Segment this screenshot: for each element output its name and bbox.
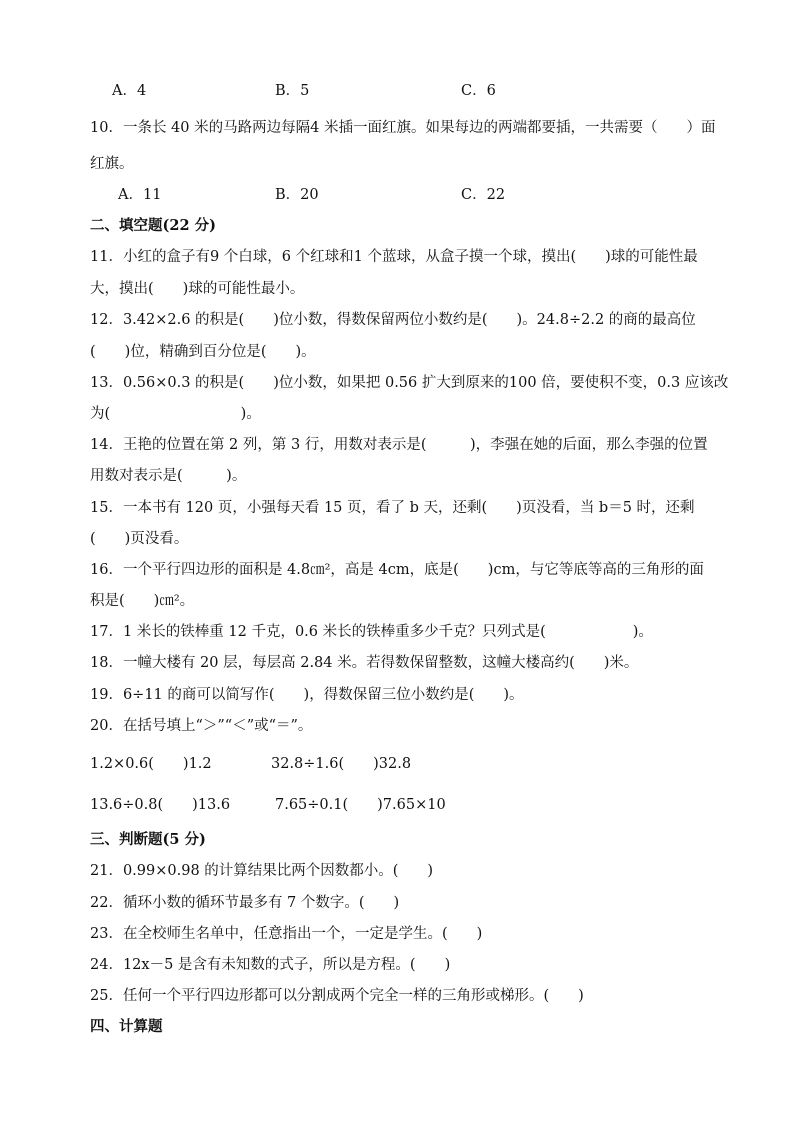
q13-line1: 13．0.56×0.3 的积是( )位小数，如果把 0.56 扩大到原来的100 倍，要使积不变，0.3 应该改 — [90, 375, 729, 391]
q16-line1: 16．一个平行四边形的面积是 4.8㎝²，高是 4cm，底是( )cm，与它等底等高的三角形的面 — [90, 562, 704, 578]
q21-line: 21．0.99×0.98 的计算结果比两个因数都小。( ) — [90, 863, 434, 879]
section-fill-in-title: 二、填空题(22 分) — [90, 217, 216, 234]
q10-line2: 红旗。 — [90, 156, 134, 172]
q23-line: 23．在全校师生名单中，任意指出一个，一定是学生。( ) — [90, 926, 483, 942]
q25-line: 25．任何一个平行四边形都可以分割成两个完全一样的三角形或梯形。( ) — [90, 988, 584, 1004]
q13-line2: 为( )。 — [90, 406, 261, 422]
q20-expr-1: 1.2×0.6( )1.2 — [90, 756, 212, 772]
q12-line2: ( )位，精确到百分位是( )。 — [90, 344, 316, 360]
q24-line: 24．12x－5 是含有未知数的式子，所以是方程。( ) — [90, 957, 451, 973]
q17-line: 17．1 米长的铁棒重 12 千克，0.6 米长的铁棒重多少千克？只列式是( )。 — [90, 624, 653, 640]
q15-line2: ( )页没看。 — [90, 531, 189, 547]
q9-option-c: C．6 — [461, 83, 496, 99]
section-calculation-title: 四、计算题 — [90, 1018, 163, 1035]
q20-expr-3: 13.6÷0.8( )13.6 — [90, 797, 231, 813]
q9-option-a: A．4 — [112, 83, 147, 99]
q10-option-a: A．11 — [118, 187, 162, 203]
q22-line: 22．循环小数的循环节最多有 7 个数字。( ) — [90, 895, 400, 911]
q11-line1: 11．小红的盒子有9 个白球，6 个红球和1 个蓝球，从盒子摸一个球，摸出( )球的可能性最 — [90, 249, 698, 265]
q14-line2: 用数对表示是( )。 — [90, 468, 247, 484]
q11-line2: 大，摸出( )球的可能性最小。 — [90, 281, 305, 297]
q18-line: 18．一幢大楼有 20 层，每层高 2.84 米。若得数保留整数，这幢大楼高约( )米。 — [90, 655, 639, 671]
q10-line1: 10．一条长 40 米的马路两边每隔4 米插一面红旗。如果每边的两端都要插，一共需要（ ）面 — [90, 120, 716, 136]
q12-line1: 12．3.42×2.6 的积是( )位小数，得数保留两位小数约是( )。24.8÷2.2 的商的最高位 — [90, 312, 696, 328]
q20-expr-4: 7.65÷0.1( )7.65×10 — [275, 797, 446, 813]
q19-line: 19．6÷11 的商可以简写作( )，得数保留三位小数约是( )。 — [90, 687, 524, 703]
q20-expr-2: 32.8÷1.6( )32.8 — [271, 756, 412, 772]
q10-option-c: C．22 — [461, 187, 506, 203]
q10-option-b: B．20 — [275, 187, 319, 203]
q14-line1: 14．王艳的位置在第 2 列，第 3 行，用数对表示是( )，李强在她的后面，那么李强的位置 — [90, 437, 708, 453]
q9-option-b: B．5 — [275, 83, 310, 99]
section-judgement-title: 三、判断题(5 分) — [90, 831, 206, 848]
q15-line1: 15．一本书有 120 页，小强每天看 15 页，看了 b 天，还剩( )页没看，当 b＝5 时，还剩 — [90, 500, 695, 516]
q20-line: 20．在括号填上“＞”“＜”或“＝”。 — [90, 718, 313, 734]
q16-line2: 积是( )㎝²。 — [90, 593, 195, 609]
